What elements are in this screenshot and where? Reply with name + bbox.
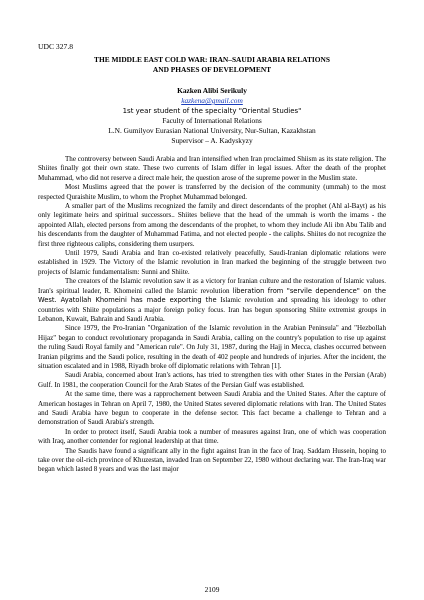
title-line-1: THE MIDDLE EAST COLD WAR: IRAN–SAUDI ARABIA RELATIONS (94, 55, 330, 64)
author-block (38, 86, 386, 146)
paragraph-6: Since 1979, the Pro-Iranian "Organization of the Islamic revolution in the Arabian Peninsula" and "Hezbollah Hijaz" began to conduct revolutionary propaganda in Saudi Arabia, calling on the country's population to rise up against the ruling Saudi Royal family and "American rule". On July 31, 1987, during the Hajj in Mecca, clashes occurred between Iranian pilgrims and the Saudi police, resulting in the death of 402 people and hundreds of injuries. After the incident, the situation escalated and in 1988, Riyadh broke off diplomatic relations with Tehran [1]. (38, 324, 386, 370)
paragraph-3: A smaller part of the Muslims recognized the family and direct descendants of the prophet (Ahl al-Bayt) as his only legitimate heirs and spiritual successors.. Shiites believe that the head of the ummah is worth the imams - the appointed Allah, elected persons from among the descendants of the prophet, to whom they include Ali ibn Abu Talib and his descendants from the daughter of Muhammad Fatima, and not elected people - the caliphs. Shiites do not recognize the first three righteous caliphs, considering them usurpers. (38, 202, 386, 248)
paragraph-7: Saudi Arabia, concerned about Iran's actions, has tried to strengthen ties with other States in the Persian (Arab) Gulf. In 1981, the cooperation Council for the Arab States of the Persian Gulf was established. (38, 371, 386, 389)
author-email-link[interactable]: kazkena@gmail.com (181, 96, 243, 105)
author-university: L.N. Gumilyov Eurasian National University, Nur-Sultan, Kazakhstan (108, 126, 316, 135)
paper-title (38, 55, 386, 75)
paragraph-5-part-1: The creators of the Islamic revolution saw it as a victory for Iranian culture and the restoration of Islamic values. Iran's spiritual leader, R. Khomeini called the Islamic revolution (38, 277, 386, 295)
paragraph-9: In order to protect itself, Saudi Arabia took a number of measures against Iran, one of which was cooperation with Iraq, another contender for regional leadership at that time. (38, 427, 386, 446)
author-name: Kazken Alibi Serikuly (177, 86, 247, 95)
author-supervisor: Supervisor – A. Kadyskyzy (171, 136, 253, 145)
paragraph-1: The controversy between Saudi Arabia and Iran intensified when Iran proclaimed Shiism as its state religion. The Shiites finally got their own state. These two currents of Islam differ in legal issues. After the death of the prophet Muhammad, who did not reserve a direct male heir, the question arose of the supreme power in the Muslim state. (38, 155, 386, 182)
paragraph-8: At the same time, there was a rapprochement between Saudi Arabia and the United States. After the capture of American hostages in Tehran on April 7, 1980, the United States severed diplomatic relations with Iran. The United States and Saudi Arabia have begun to cooperate in the defense sector. This fact became a challenge to Tehran and a demonstration of Saudi Arabia's strength. (38, 390, 386, 427)
paragraph-5 (38, 277, 386, 324)
author-status: 1st year student of the specialty "Oriental Studies" (122, 107, 302, 115)
paragraph-5-part-2: Islamic revolution and spreading his ideology to other countries with Shiite populations a major foreign policy focus. Iran has begun sponsoring Shiite extremist groups in Lebanon, Kuwait, Bahrain and Saudi Arabia. (38, 296, 386, 323)
paragraph-2: Most Muslims agreed that the power is transferred by the decision of the community (ummah) to the most respected Quraishite Muslim, to whom the Prophet Muhammad belonged. (38, 183, 386, 201)
udc-code: UDC 327.8 (38, 42, 74, 51)
paragraph-10: The Saudis have found a significant ally in the fight against Iran in the face of Iraq. Saddam Hussein, hoping to take over the oil-rich province of Khuzestan, invaded Iran on September 22, 1980 without declaring war. The Iran-Iraq war began which lasted 8 years and was the last major (38, 446, 386, 474)
page-number: 2109 (204, 585, 220, 594)
author-faculty: Faculty of International Relations (162, 116, 262, 125)
title-line-2: AND PHASES OF DEVELOPMENT (152, 65, 272, 74)
paragraph-5-handwritten-line: liberation from "servile dependence" on the West. Ayatollah Khomeini has made exporting the (38, 286, 386, 305)
paragraph-4: Until 1979, Saudi Arabia and Iran co-existed relatively peacefully, Saudi-Iranian diplomatic relations were established in 1929. The Victory of the Islamic revolution in Iran marked the beginning of the struggle between two projects of Islamic fundamentalism: Sunni and Shiite. (38, 249, 386, 276)
article-body (38, 155, 386, 475)
